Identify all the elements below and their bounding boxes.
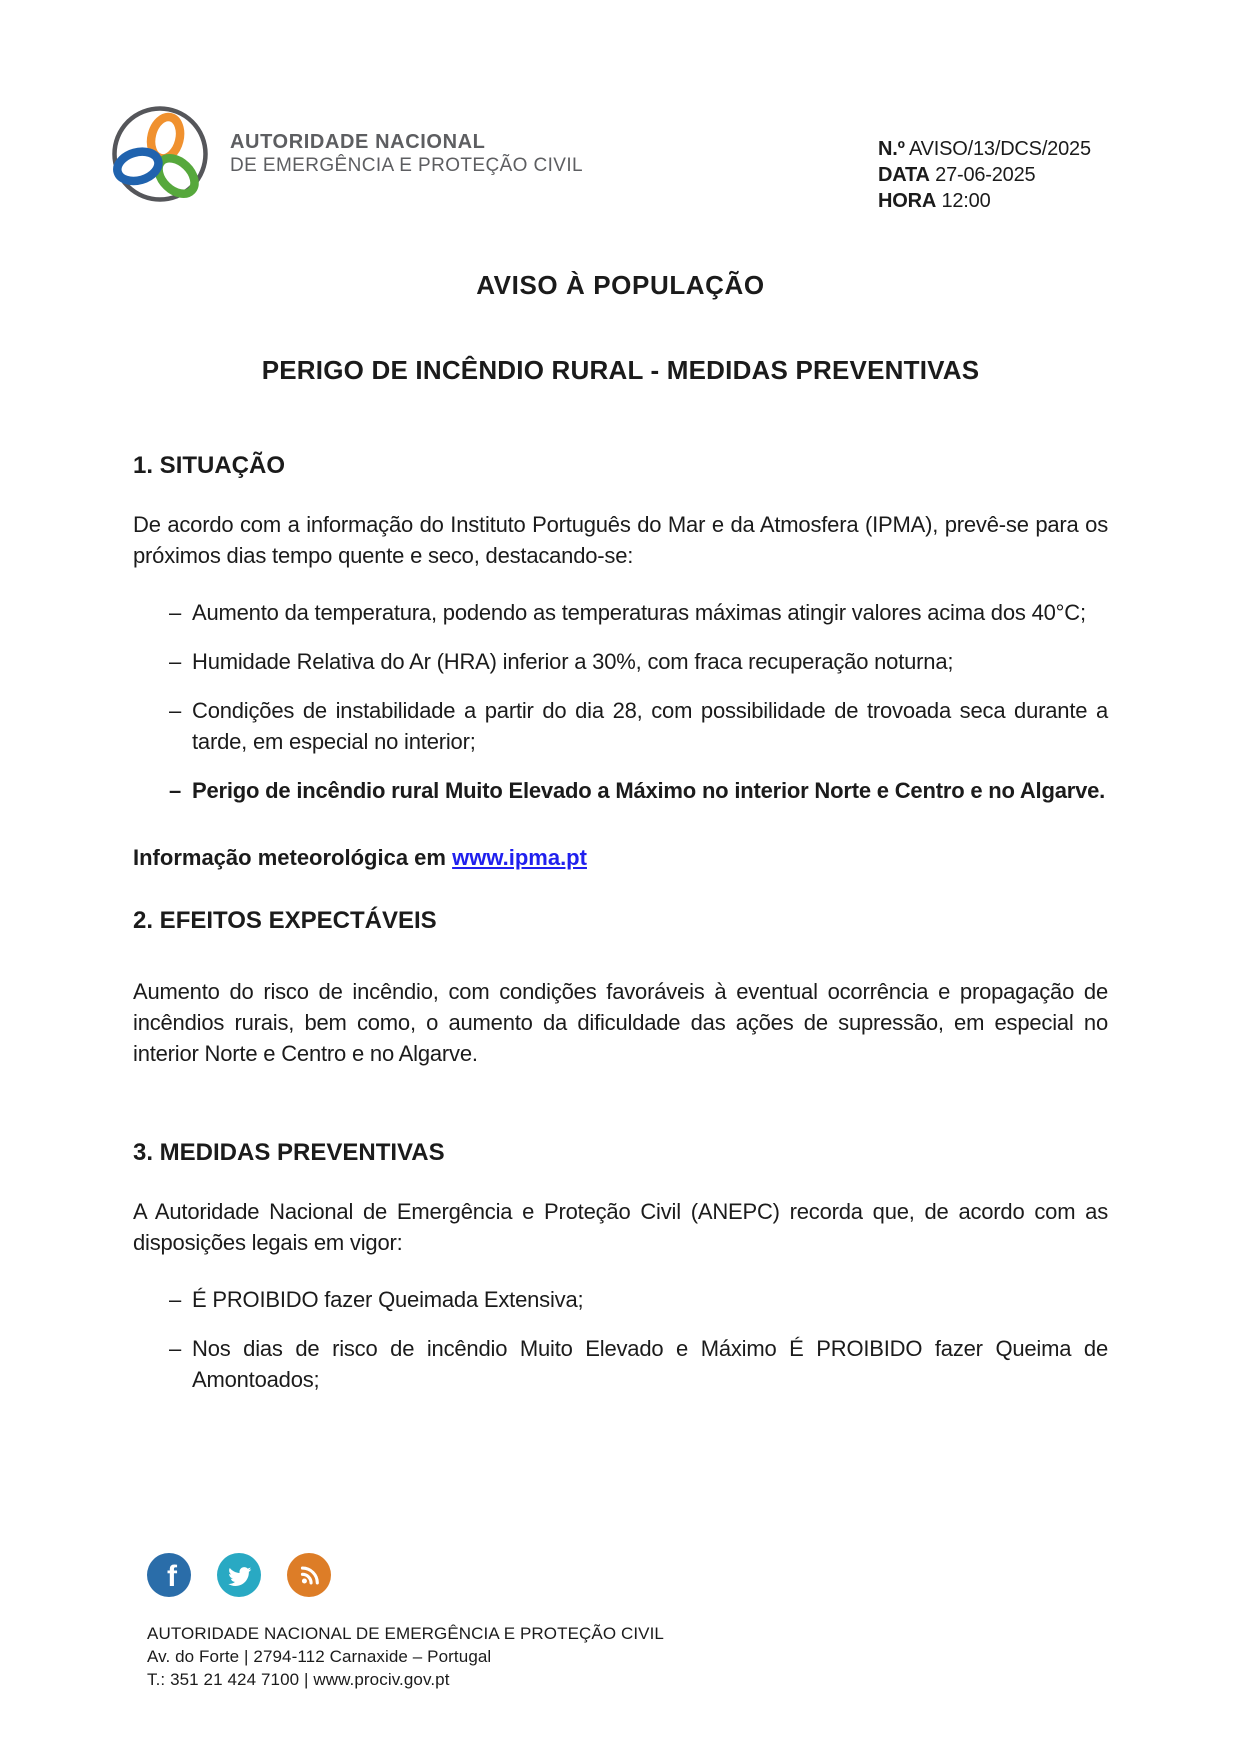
ipma-link[interactable]: www.ipma.pt — [452, 845, 587, 870]
anepc-logo — [110, 104, 583, 204]
meta-date-value: 27-06-2025 — [935, 164, 1036, 186]
notice-meta — [878, 136, 1091, 214]
footer-address: Av. do Forte | 2794-112 Carnaxide – Portugal — [147, 1647, 492, 1666]
bullet-text: Condições de instabilidade a partir do dia 28, com possibilidade de trovoada seca durante a tarde, em especial no interior; — [192, 698, 1108, 754]
bullet-text: Nos dias de risco de incêndio Muito Elevado e Máximo É PROIBIDO fazer Queima de Amontoados; — [192, 1336, 1108, 1392]
anepc-knot-icon — [110, 104, 210, 204]
meta-number-label: N.º — [878, 138, 905, 160]
section2-body: Aumento do risco de incêndio, com condições favoráveis à eventual ocorrência e propagação de incêndios rurais, bem como, o aumento da dificuldade das ações de supressão, em especial no interior Norte e Centro e no Algarve. — [133, 979, 1108, 1066]
section2-heading: 2. EFEITOS EXPECTÁVEIS — [133, 907, 437, 934]
twitter-icon[interactable] — [217, 1553, 261, 1597]
meta-date-label: DATA — [878, 164, 930, 186]
document-title: AVISO À POPULAÇÃO — [476, 270, 765, 300]
bullet-dash-icon: – — [169, 698, 182, 723]
meta-number — [878, 136, 1091, 162]
bullet-text: Aumento da temperatura, podendo as temperaturas máximas atingir valores acima dos 40°C; — [192, 600, 1086, 625]
rss-icon[interactable] — [287, 1553, 331, 1597]
list-item — [133, 775, 1108, 806]
list-item — [133, 1333, 1108, 1395]
meteo-info-line — [133, 842, 1108, 873]
list-item — [133, 646, 1108, 677]
bullet-text: É PROIBIDO fazer Queimada Extensiva; — [192, 1287, 584, 1312]
section1-heading: 1. SITUAÇÃO — [133, 452, 286, 479]
social-icons — [147, 1553, 331, 1597]
bullet-dash-icon: – — [169, 600, 182, 625]
section3-bullet-list — [133, 1284, 1108, 1395]
meteo-info-prefix: Informação meteorológica em — [133, 845, 453, 870]
bullet-dash-icon: – — [169, 778, 182, 803]
meta-time — [878, 188, 1091, 214]
logo-line1: AUTORIDADE NACIONAL — [230, 131, 486, 153]
bullet-dash-icon: – — [169, 649, 182, 674]
bullet-text: Humidade Relativa do Ar (HRA) inferior a 30%, com fraca recuperação noturna; — [192, 649, 954, 674]
section3-intro: A Autoridade Nacional de Emergência e Proteção Civil (ANEPC) recorda que, de acordo com as disposições legais em vigor: — [133, 1199, 1108, 1255]
list-item — [133, 695, 1108, 757]
list-item — [133, 597, 1108, 628]
meta-time-value: 12:00 — [941, 190, 991, 212]
logo-line2: DE EMERGÊNCIA E PROTEÇÃO CIVIL — [230, 155, 584, 176]
meta-time-label: HORA — [878, 190, 937, 212]
footer-address-block — [147, 1622, 664, 1691]
meta-number-value: AVISO/13/DCS/2025 — [908, 138, 1091, 160]
section3-heading: 3. MEDIDAS PREVENTIVAS — [133, 1139, 445, 1166]
list-item — [133, 1284, 1108, 1315]
section1-intro: De acordo com a informação do Instituto Português do Mar e da Atmosfera (IPMA), prevê-se para os próximos dias tempo quente e seco, destacando-se: — [133, 512, 1108, 568]
meta-date — [878, 162, 1091, 188]
document-subtitle: PERIGO DE INCÊNDIO RURAL - MEDIDAS PREVENTIVAS — [261, 355, 980, 385]
document-body — [133, 450, 1108, 1395]
bullet-dash-icon: – — [169, 1336, 182, 1361]
footer-org-name: AUTORIDADE NACIONAL DE EMERGÊNCIA E PROTEÇÃO CIVIL — [147, 1624, 664, 1643]
facebook-icon[interactable]: f — [147, 1553, 191, 1597]
footer-phone-site: T.: 351 21 424 7100 | www.prociv.gov.pt — [147, 1670, 450, 1689]
logo-wordmark — [230, 131, 583, 177]
bullet-dash-icon: – — [169, 1287, 182, 1312]
section1-bullet-list — [133, 597, 1108, 806]
bullet-text-bold: Perigo de incêndio rural Muito Elevado a Máximo no interior Norte e Centro e no Algarve. — [192, 778, 1106, 803]
